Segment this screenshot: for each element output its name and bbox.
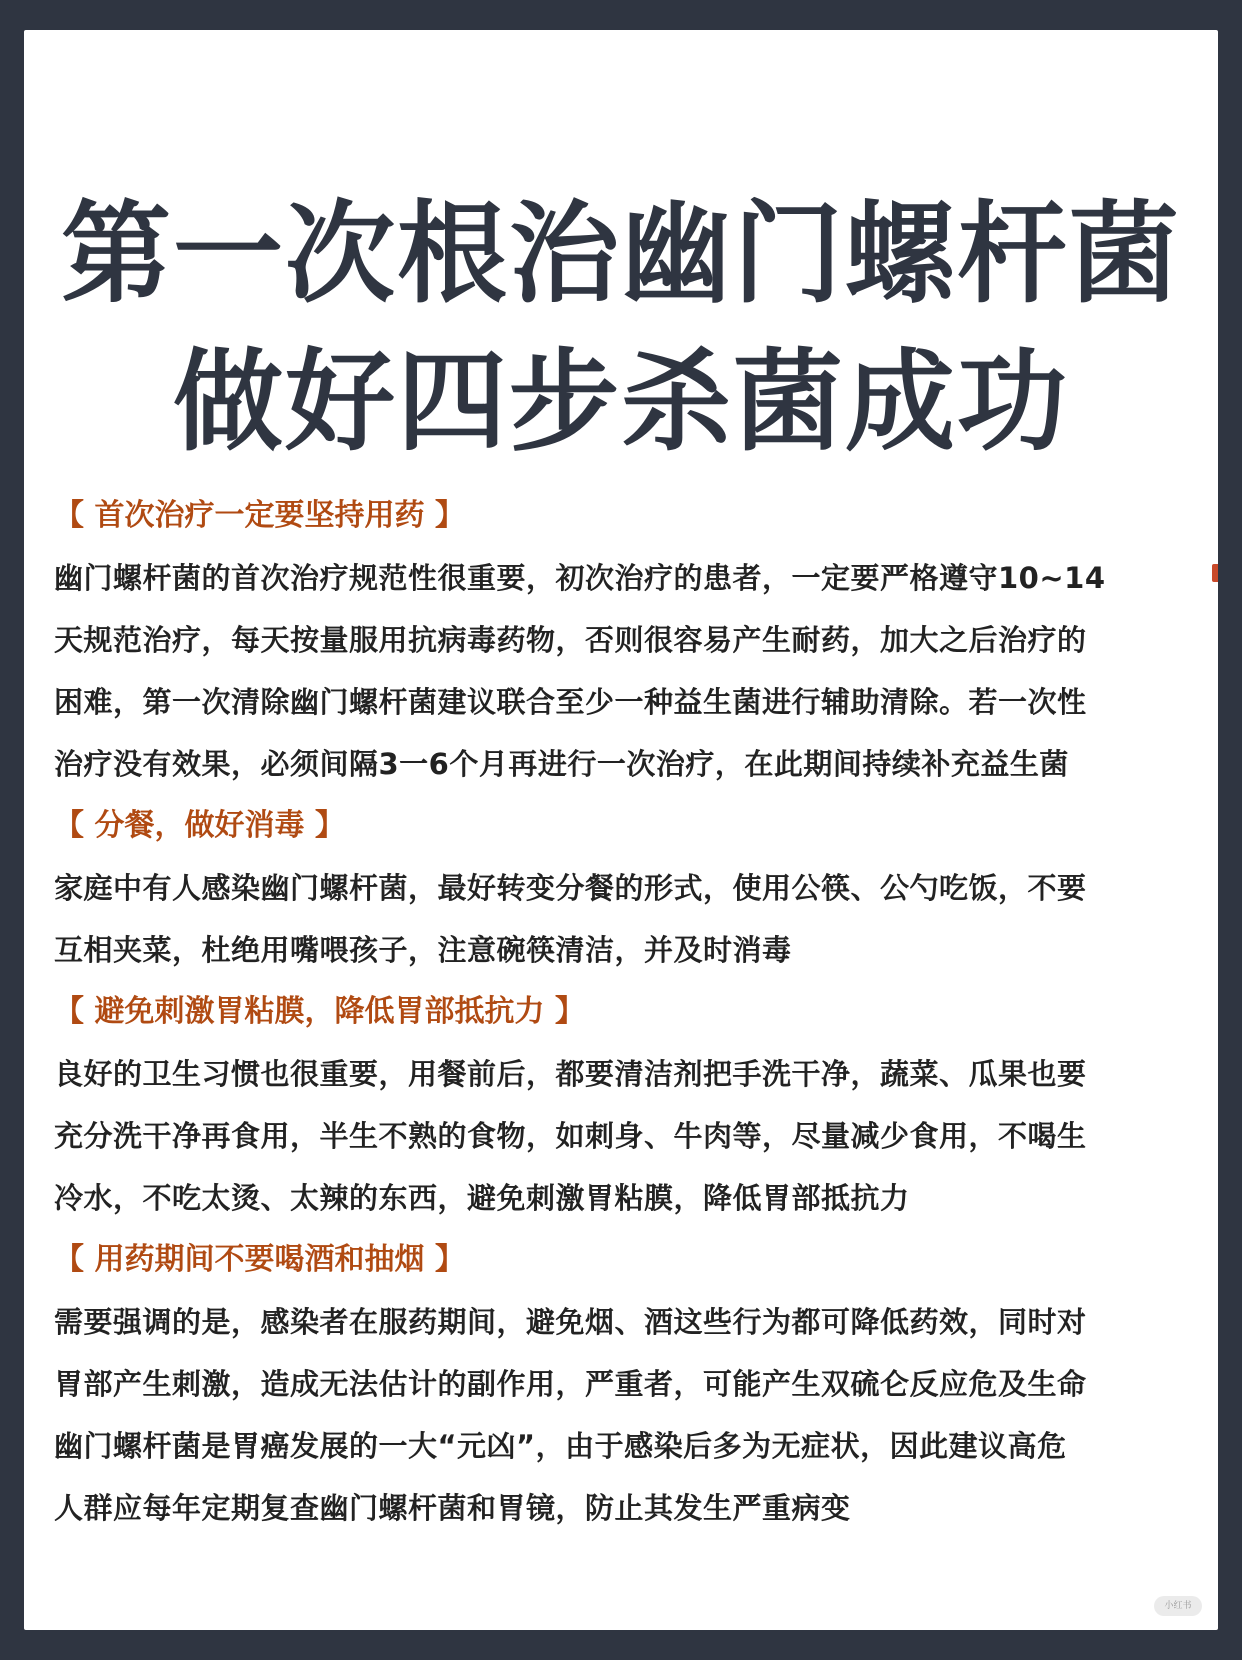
paragraph-line: 充分洗干净再食用，半生不熟的食物，如刺身、牛肉等，尽量减少食用，不喝生 <box>54 1119 1087 1153</box>
paragraph-line: 胃部产生刺激，造成无法估计的副作用，严重者，可能产生双硫仑反应危及生命 <box>54 1367 1087 1401</box>
section-4 <box>54 1229 1188 1539</box>
edge-marker-icon <box>1212 564 1218 582</box>
paragraph-line: 需要强调的是，感染者在服药期间，避免烟、酒这些行为都可降低药效，同时对 <box>54 1305 1087 1339</box>
section-heading: 【 避免刺激胃粘膜，降低胃部抵抗力 】 <box>54 994 585 1029</box>
section-1 <box>54 485 1188 795</box>
paragraph-line: 幽门螺杆菌的首次治疗规范性很重要，初次治疗的患者，一定要严格遵守10~14 <box>54 561 1106 595</box>
section-heading: 【 首次治疗一定要坚持用药 】 <box>54 498 465 533</box>
section-3 <box>54 981 1188 1229</box>
paragraph-line: 家庭中有人感染幽门螺杆菌，最好转变分餐的形式，使用公筷、公勺吃饭，不要 <box>54 871 1087 905</box>
title-line-1: 第一次根治幽门螺杆菌 <box>61 190 1181 318</box>
article-body <box>54 485 1188 1539</box>
paragraph-line: 良好的卫生习惯也很重要，用餐前后，都要清洁剂把手洗干净，蔬菜、瓜果也要 <box>54 1057 1087 1091</box>
content-card <box>24 30 1218 1630</box>
section-heading: 【 分餐，做好消毒 】 <box>54 808 345 843</box>
paragraph-line: 人群应每年定期复查幽门螺杆菌和胃镜，防止其发生严重病变 <box>54 1491 851 1525</box>
title-line-2: 做好四步杀菌成功 <box>173 338 1069 466</box>
page-title <box>24 180 1218 476</box>
paragraph-line: 幽门螺杆菌是胃癌发展的一大“元凶”，由于感染后多为无症状，因此建议高危 <box>54 1429 1067 1463</box>
watermark-logo: 小红书 <box>1154 1596 1202 1616</box>
paragraph-line: 冷水，不吃太烫、太辣的东西，避免刺激胃粘膜，降低胃部抵抗力 <box>54 1181 910 1215</box>
paragraph-line: 天规范治疗，每天按量服用抗病毒药物，否则很容易产生耐药，加大之后治疗的 <box>54 623 1087 657</box>
paragraph-line: 互相夹菜，杜绝用嘴喂孩子，注意碗筷清洁，并及时消毒 <box>54 933 792 967</box>
section-2 <box>54 795 1188 981</box>
paragraph-line: 困难，第一次清除幽门螺杆菌建议联合至少一种益生菌进行辅助清除。若一次性 <box>54 685 1087 719</box>
paragraph-line: 治疗没有效果，必须间隔3一6个月再进行一次治疗，在此期间持续补充益生菌 <box>54 747 1069 781</box>
section-heading: 【 用药期间不要喝酒和抽烟 】 <box>54 1242 465 1277</box>
